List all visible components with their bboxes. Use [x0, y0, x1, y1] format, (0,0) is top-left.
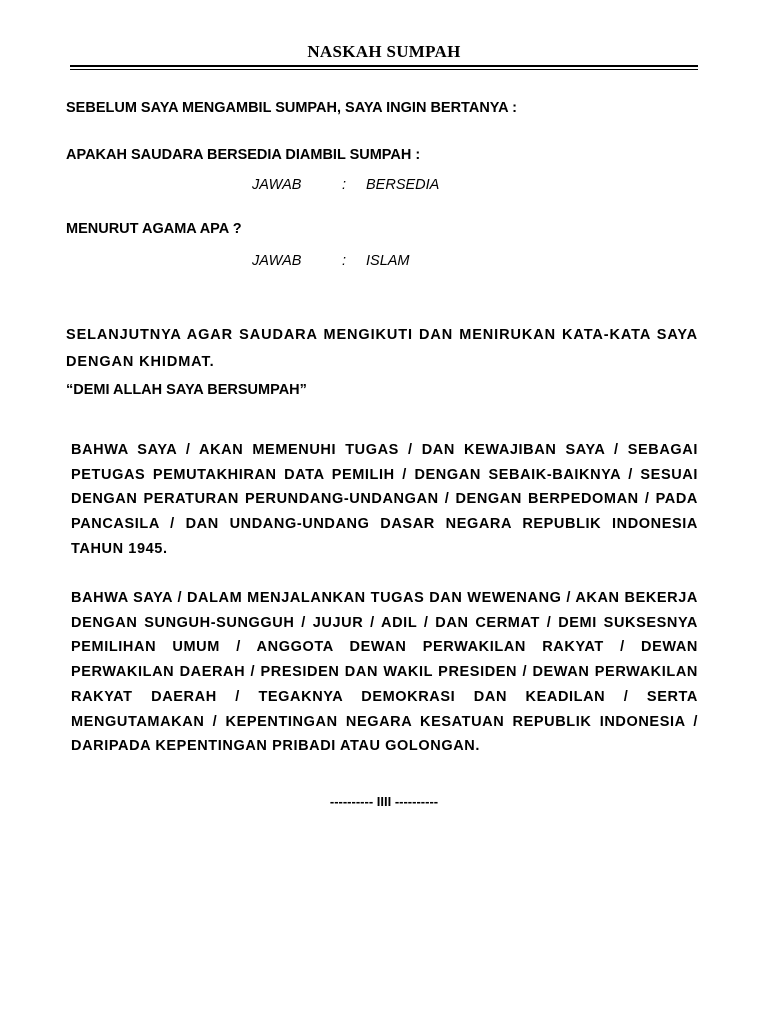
question-willing: APAKAH SAUDARA BERSEDIA DIAMBIL SUMPAH :: [66, 147, 421, 163]
document-title: NASKAH SUMPAH: [307, 42, 461, 61]
oath-opening: “DEMI ALLAH SAYA BERSUMPAH”: [66, 382, 307, 398]
oath-paragraph-2: BAHWA SAYA / DALAM MENJALANKAN TUGAS DAN WEWENANG / AKAN BEKERJA DENGAN SUNGUH-SUNGGUH / JUJUR / ADIL / DAN CERMAT / DEMI SUKSESNYA PEMILIHAN UMUM / ANGGOTA DEWAN PERWAKILAN RAKYAT / DEWAN PERWAKILAN DAERAH / PRESIDEN DAN WAKIL PRESIDEN / DEWAN PERWAKILAN RAKYAT DAERAH / TEGAKNYA DEMOKRASI DAN KEADILAN / SERTA MENGUTAMAKAN / KEPENTINGAN NEGARA KESATUAN REPUBLIK INDONESIA / DARIPADA KEPENTINGAN PRIBADI ATAU GOLONGAN.: [71, 590, 698, 755]
answer-separator-1: :: [342, 177, 347, 193]
closing-mark: ---------- IIII ----------: [329, 794, 439, 809]
answer-label-2: JAWAB: [252, 253, 302, 269]
intro-text: SEBELUM SAYA MENGAMBIL SUMPAH, SAYA INGIN BERTANYA :: [66, 100, 517, 116]
answer-label-1: JAWAB: [252, 177, 302, 193]
oath-paragraph-1: BAHWA SAYA / AKAN MEMENUHI TUGAS / DAN KEWAJIBAN SAYA / SEBAGAI PETUGAS PEMUTAKHIRAN DATA PEMILIH / DENGAN SEBAIK-BAIKNYA / SESUAI DENGAN PERATURAN PERUNDANG-UNDANGAN / DENGAN BERPEDOMAN / PADA PANCASILA / DAN UNDANG-UNDANG DASAR NEGARA REPUBLIK INDONESIA TAHUN 1945.: [71, 442, 698, 557]
answer-value-willing: BERSEDIA: [366, 177, 440, 193]
instruction-text: SELANJUTNYA AGAR SAUDARA MENGIKUTI DAN MENIRUKAN KATA-KATA SAYA DENGAN KHIDMAT.: [66, 327, 698, 370]
question-religion: MENURUT AGAMA APA ?: [66, 221, 242, 237]
answer-separator-2: :: [342, 253, 347, 269]
title-underline-thin: [70, 69, 698, 70]
title-underline-thick: [70, 65, 698, 67]
answer-value-religion: ISLAM: [366, 253, 410, 269]
